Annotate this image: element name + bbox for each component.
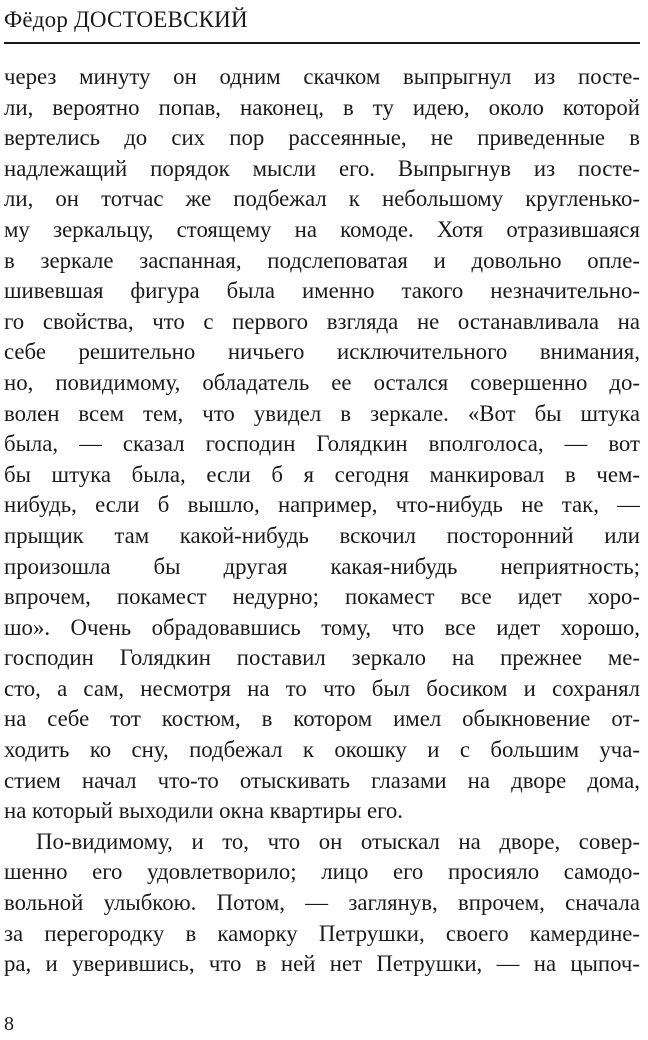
text-line: ходить ко сну, подбежал к окошку и с большим уча- xyxy=(4,737,640,763)
text-line: нибудь, если б вышло, например, что-нибудь не так, — xyxy=(4,492,640,518)
text-line: прыщик там какой-нибудь вскочил посторонний или xyxy=(4,522,640,548)
text-line: за перегородку в каморку Петрушки, своего камердине- xyxy=(4,920,640,946)
text-line: му зеркальцу, стоящему на комоде. Хотя отразившаяся xyxy=(4,216,640,242)
paragraph xyxy=(4,827,640,980)
text-line: ра, и уверившись, что в ней нет Петрушки, — на цыпоч- xyxy=(4,951,640,977)
text-line: го свойства, что с первого взгляда не останавливала на xyxy=(4,308,640,334)
text-line: стием начал что-то отыскивать глазами на дворе дома, xyxy=(4,767,640,793)
text-line: ли, вероятно попав, наконец, в ту идею, около которой xyxy=(4,94,640,120)
text-line: на себе тот костюм, в котором имел обыкновение от- xyxy=(4,706,640,732)
text-line: впрочем, покамест недурно; покамест все идет хоро- xyxy=(4,584,640,610)
text-line: надлежащий порядок мысли его. Выпрыгнув из посте- xyxy=(4,155,640,181)
text-line: сто, а сам, несмотря на то что был босиком и сохранял xyxy=(4,675,640,701)
text-line: произошла бы другая какая-нибудь неприятность; xyxy=(4,553,640,579)
text-line: шенно его удовлетворило; лицо его просияло самодо- xyxy=(4,859,640,885)
paragraph xyxy=(4,62,640,827)
text-line: через минуту он одним скачком выпрыгнул из посте- xyxy=(4,64,640,89)
text-line: вольной улыбкою. Потом, — заглянув, впрочем, сначала xyxy=(4,890,640,916)
text-line: была, — сказал господин Голядкин вполголоса, — вот xyxy=(4,431,640,457)
text-line: шо». Очень обрадовавшись тому, что все идет хорошо, xyxy=(4,614,640,640)
page-number: 8 xyxy=(4,1013,14,1035)
page-header xyxy=(4,2,640,44)
text-line: на который выходили окна квартиры его. xyxy=(4,798,403,824)
text-line: бы штука была, если б я сегодня манкировал в чем- xyxy=(4,461,640,487)
body-text xyxy=(4,62,640,980)
running-head: Фёдор ДОСТОЕВСКИЙ xyxy=(4,7,248,32)
text-line: вертелись до сих пор рассеянные, не приведенные в xyxy=(4,125,640,151)
text-line: себе решительно ничьего исключительного внимания, xyxy=(4,339,640,365)
text-line: но, повидимому, обладатель ее остался совершенно до- xyxy=(4,369,640,395)
text-line: в зеркале заспанная, подслеповатая и довольно опле- xyxy=(4,247,640,273)
text-line: шивевшая фигура была именно такого незначительно- xyxy=(4,278,640,304)
text-line: волен всем тем, что увидел в зеркале. «Вот бы штука xyxy=(4,400,640,426)
text-line: господин Голядкин поставил зеркало на прежнее ме- xyxy=(4,645,640,671)
text-line: По-видимому, и то, что он отыскал на дворе, совер- xyxy=(36,828,640,854)
text-line: ли, он тотчас же подбежал к небольшому кругленько- xyxy=(4,186,640,212)
